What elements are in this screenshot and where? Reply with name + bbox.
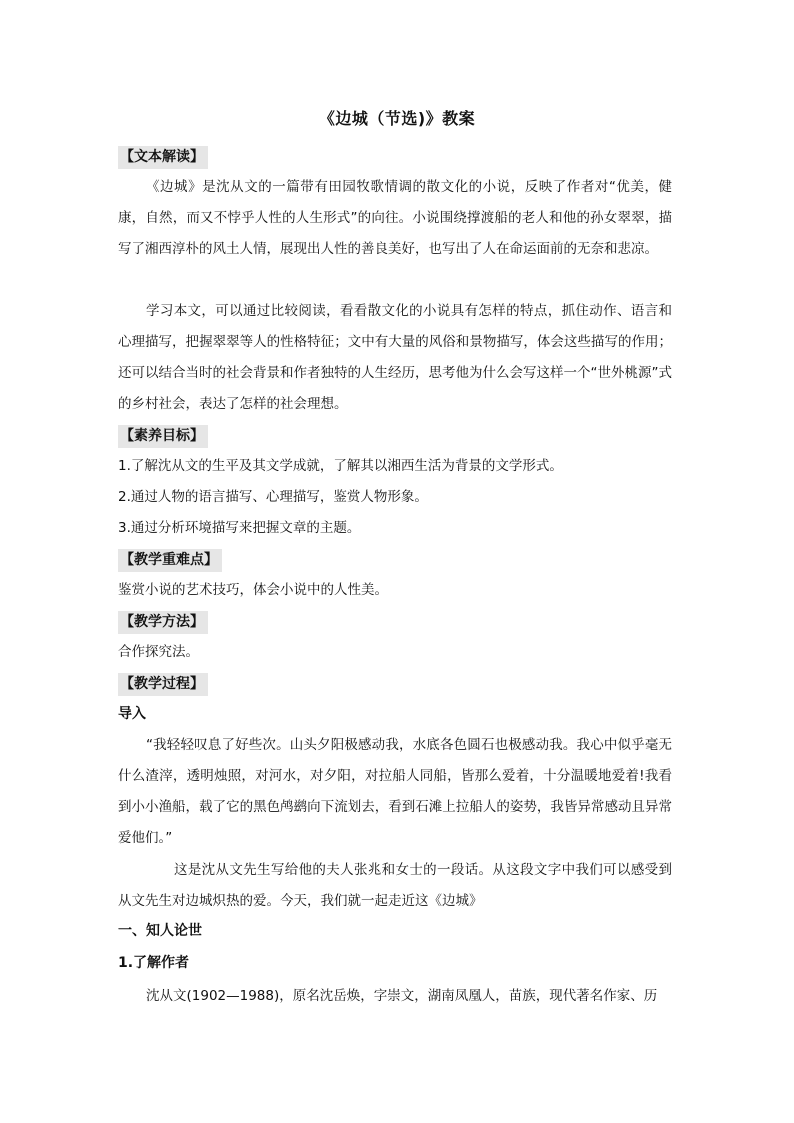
subsection-understand-author: 1.了解作者 <box>118 955 190 971</box>
heading-text-interpretation: 【文本解读】 <box>118 146 208 169</box>
heading-literacy-goals: 【素养目标】 <box>118 425 208 448</box>
intro-quote: “我轻轻叹息了好些次。山头夕阳极感动我，水底各色圆石也极感动我。我心中似乎毫无什么渣滓，透明烛照，对河水，对夕阳，对拉船人同船，皆那么爱着，十分温暖地爱着!我看到小小渔船，载了它的黑色鸬鹚向下流划去，看到石滩上拉船人的姿势，我皆异常感动且异常爱他们。” <box>118 737 672 846</box>
heading-teaching-process: 【教学过程】 <box>118 673 208 696</box>
goal-item-3: 3.通过分析环境描写来把握文章的主题。 <box>118 520 361 536</box>
intro-label: 导入 <box>118 706 146 722</box>
goal-item-1: 1.了解沈从文的生平及其文学成就，了解其以湘西生活为背景的文学形式。 <box>118 458 563 474</box>
document-title: 《边城（节选)》教案 <box>318 109 476 128</box>
section-know-the-author: 一、知人论世 <box>118 923 202 939</box>
intro-explanation: 这是沈从文先生写给他的夫人张兆和女士的一段话。从这段文字中我们可以感受到从文先生对边城炽热的爱。今天，我们就一起走近这《边城》 <box>118 862 672 909</box>
teaching-method-text: 合作探究法。 <box>118 644 199 660</box>
text-interpretation-paragraph-2: 学习本文，可以通过比较阅读，看看散文化的小说具有怎样的特点，抓住动作、语言和心理描写，把握翠翠等人的性格特征；文中有大量的风俗和景物描写，体会这些描写的作用；还可以结合当时的社会背景和作者独特的人生经历，思考他为什么会写这样一个“世外桃源”式的乡村社会，表达了怎样的社会理想。 <box>118 303 672 412</box>
text-interpretation-paragraph-1: 《边城》是沈从文的一篇带有田园牧歌情调的散文化的小说，反映了作者对“优美，健康，自然，而又不悖乎人性的人生形式”的向往。小说围绕撑渡船的老人和他的孙女翠翠，描写了湘西淳朴的风土人情，展现出人性的善良美好，也写出了人在命运面前的无奈和悲凉。 <box>118 179 672 257</box>
author-intro-text: 沈从文(1902—1988)，原名沈岳焕，字崇文，湖南凤凰人，苗族，现代著名作家、历 <box>146 988 658 1004</box>
goal-item-2: 2.通过人物的语言描写、心理描写，鉴赏人物形象。 <box>118 489 428 505</box>
heading-key-difficulties: 【教学重难点】 <box>118 549 222 572</box>
heading-teaching-method: 【教学方法】 <box>118 611 208 634</box>
key-difficulties-text: 鉴赏小说的艺术技巧，体会小说中的人性美。 <box>118 582 388 598</box>
